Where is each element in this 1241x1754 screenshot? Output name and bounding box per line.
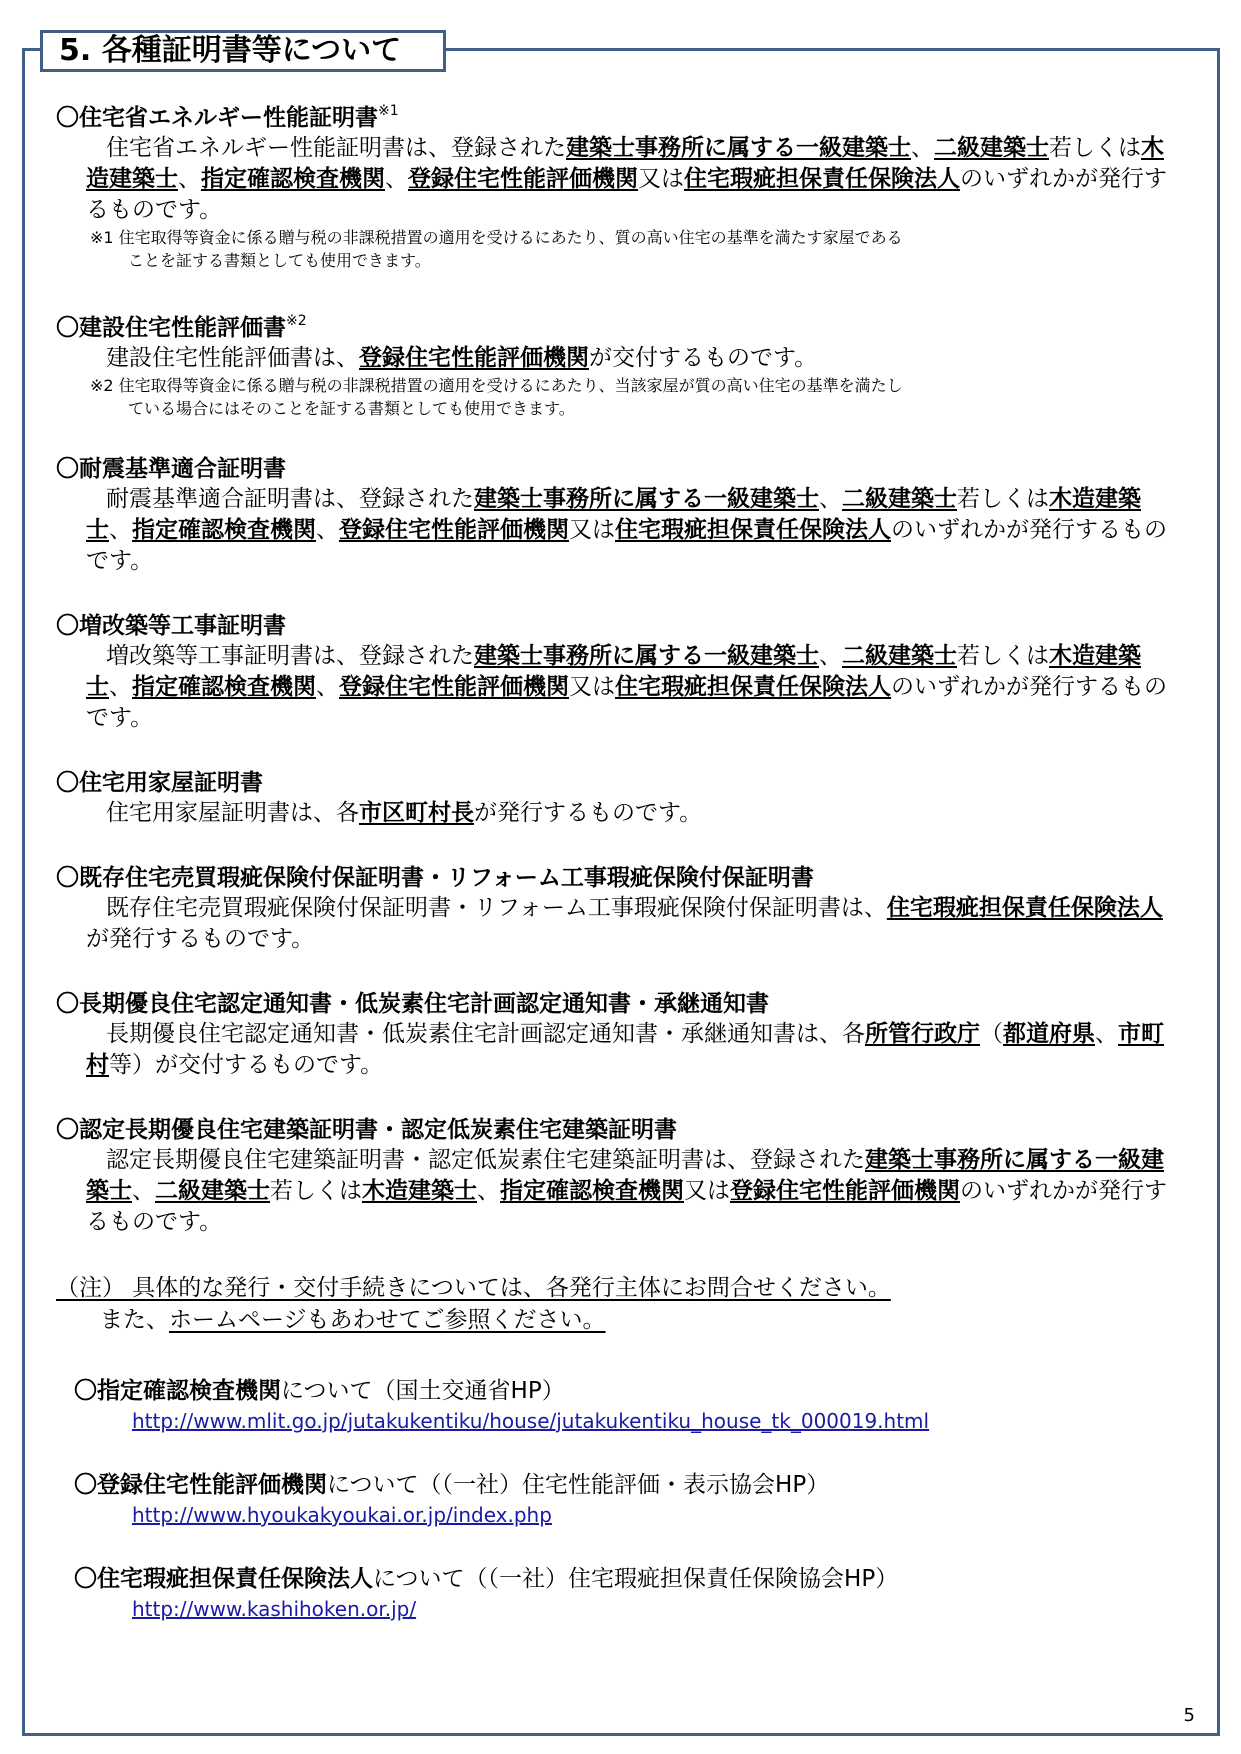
- certificate-item: [56, 863, 1206, 955]
- description-text: 又は: [684, 1178, 730, 1204]
- footnote-text: ※1 住宅取得等資金に係る贈与税の非課税措置の適用を受けるにあたり、質の高い住宅の基準を満たす家屋である: [90, 228, 903, 247]
- issuer-name: 建築士事務所に属する一級建築士: [86, 1147, 1164, 1204]
- footnote-mark: ※1: [378, 103, 399, 119]
- description-text: 、: [132, 1178, 155, 1204]
- content: [56, 96, 1206, 1658]
- description-text: 既存住宅売買瑕疵保険付保証明書・リフォーム工事瑕疵保険付保証明書は、: [106, 895, 887, 921]
- description-text: 、: [819, 643, 842, 669]
- description-text: 若しくは: [1049, 135, 1141, 161]
- footnote-mark: ※2: [286, 313, 307, 329]
- issuer-name: 木造建築士: [86, 486, 1141, 543]
- issuer-name: 登録住宅性能評価機関: [359, 345, 589, 371]
- description-text: 住宅用家屋証明書は、各: [106, 800, 359, 826]
- description-text: 、: [109, 674, 132, 700]
- issuer-name: 登録住宅性能評価機関: [730, 1178, 960, 1204]
- issuer-name: 指定確認検査機関: [132, 674, 316, 700]
- description-text: のいずれかが発行するものです。: [86, 1178, 1167, 1235]
- issuer-name: 建築士事務所に属する一級建築士: [566, 135, 911, 161]
- certificate-list: [56, 96, 1206, 1238]
- certificate-description: [56, 798, 1171, 829]
- description-text: 、: [911, 135, 934, 161]
- description-text: 、: [178, 166, 201, 192]
- issuer-name: 住宅瑕疵担保責任保険法人: [615, 674, 891, 700]
- description-text: 増改築等工事証明書は、登録された: [106, 643, 474, 669]
- description-text: 長期優良住宅認定通知書・低炭素住宅計画認定通知書・承継通知書は、各: [106, 1021, 865, 1047]
- certificate-description: [56, 133, 1171, 226]
- issuer-name: 住宅瑕疵担保責任保険法人: [615, 517, 891, 543]
- description-text: （: [980, 1021, 1003, 1047]
- description-text: が発行するものです。: [86, 926, 315, 952]
- description-text: 等）が交付するものです。: [109, 1052, 384, 1078]
- organization-name: 指定確認検査機関: [97, 1378, 281, 1404]
- issuer-name: 二級建築士: [155, 1178, 270, 1204]
- description-text: 若しくは: [270, 1178, 362, 1204]
- certificate-title-text: 〇耐震基準適合証明書: [56, 456, 286, 482]
- page-number: 5: [1183, 1705, 1195, 1726]
- circle-marker: 〇: [74, 1472, 97, 1498]
- issuer-name: 所管行政庁: [865, 1021, 980, 1047]
- reference-link-item: [74, 1376, 1206, 1436]
- description-text: 、: [477, 1178, 500, 1204]
- issuer-name: 市町村: [86, 1021, 1164, 1078]
- issuer-name: 指定確認検査機関: [201, 166, 385, 192]
- certificate-title: [56, 611, 1206, 641]
- certificate-description: [56, 1019, 1171, 1081]
- certificate-description: [56, 484, 1171, 577]
- issuer-name: 指定確認検査機関: [132, 517, 316, 543]
- description-text: 認定長期優良住宅建築証明書・認定低炭素住宅建築証明書は、登録された: [106, 1147, 865, 1173]
- circle-marker: 〇: [74, 1566, 97, 1592]
- reference-link-item: [74, 1470, 1206, 1530]
- certificate-description: [56, 641, 1171, 734]
- description-text: 又は: [569, 517, 615, 543]
- certificate-title-text: 〇既存住宅売買瑕疵保険付保証明書・リフォーム工事瑕疵保険付保証明書: [56, 865, 814, 891]
- description-text: 住宅省エネルギー性能証明書は、登録された: [106, 135, 566, 161]
- certificate-item: [56, 989, 1206, 1081]
- certificate-title: [56, 989, 1206, 1019]
- issuer-name: 建築士事務所に属する一級建築士: [474, 486, 819, 512]
- reference-url-link[interactable]: http://www.kashihoken.or.jp/: [132, 1597, 417, 1621]
- reference-link-title: [74, 1564, 1206, 1594]
- notice-line-1: （注） 具体的な発行・交付手続きについては、各発行主体にお問合せください。: [56, 1275, 891, 1301]
- notice: [56, 1272, 1206, 1336]
- certificate-title: [56, 306, 1206, 343]
- organization-name: 登録住宅性能評価機関: [97, 1472, 327, 1498]
- description-text: 又は: [569, 674, 615, 700]
- issuer-name: 木造建築士: [362, 1178, 477, 1204]
- notice-line-2-underlined: ホームページもあわせてご参照ください。: [169, 1307, 606, 1333]
- description-text: 又は: [638, 166, 684, 192]
- description-text: 、: [1095, 1021, 1118, 1047]
- organization-name: 住宅瑕疵担保責任保険法人: [97, 1566, 373, 1592]
- footnote-text: ※2 住宅取得等資金に係る贈与税の非課税措置の適用を受けるにあたり、当該家屋が質の高い住宅の基準を満たし: [90, 376, 903, 395]
- certificate-description: [56, 893, 1171, 955]
- certificate-description: [56, 343, 1171, 374]
- reference-link-title: [74, 1376, 1206, 1406]
- certificate-item: [56, 768, 1206, 829]
- reference-links: [56, 1376, 1206, 1624]
- issuer-name: 都道府県: [1003, 1021, 1095, 1047]
- reference-source: について（（一社）住宅瑕疵担保責任保険協会HP）: [373, 1566, 899, 1592]
- reference-url-link[interactable]: http://www.hyoukakyoukai.or.jp/index.php: [132, 1503, 552, 1527]
- issuer-name: 住宅瑕疵担保責任保険法人: [684, 166, 960, 192]
- notice-line-2-prefix: また、: [100, 1307, 169, 1333]
- description-text: が交付するものです。: [589, 345, 818, 371]
- issuer-name: 二級建築士: [934, 135, 1049, 161]
- certificate-title-text: 〇住宅用家屋証明書: [56, 770, 263, 796]
- description-text: 若しくは: [957, 486, 1049, 512]
- footnote-text-continued: ている場合にはそのことを証する書類としても使用できます。: [128, 399, 575, 418]
- description-text: が発行するものです。: [474, 800, 703, 826]
- certificate-title-text: 〇住宅省エネルギー性能証明書: [56, 105, 378, 131]
- issuer-name: 木造建築士: [86, 135, 1164, 192]
- reference-url-link[interactable]: http://www.mlit.go.jp/jutakukentiku/house/jutakukentiku_house_tk_000019.html: [132, 1409, 930, 1433]
- description-text: のいずれかが発行するものです。: [86, 674, 1167, 731]
- certificate-title-text: 〇建設住宅性能評価書: [56, 315, 286, 341]
- issuer-name: 登録住宅性能評価機関: [408, 166, 638, 192]
- description-text: 耐震基準適合証明書は、登録された: [106, 486, 474, 512]
- description-text: 若しくは: [957, 643, 1049, 669]
- description-text: 建設住宅性能評価書は、: [106, 345, 359, 371]
- certificate-title: [56, 454, 1206, 484]
- description-text: 、: [385, 166, 408, 192]
- certificate-description: [56, 1145, 1171, 1238]
- description-text: のいずれかが発行するものです。: [86, 166, 1167, 223]
- certificate-title-text: 〇長期優良住宅認定通知書・低炭素住宅計画認定通知書・承継通知書: [56, 991, 769, 1017]
- description-text: のいずれかが発行するものです。: [86, 517, 1167, 574]
- certificate-title-text: 〇認定長期優良住宅建築証明書・認定低炭素住宅建築証明書: [56, 1117, 677, 1143]
- description-text: 、: [109, 517, 132, 543]
- certificate-title: [56, 863, 1206, 893]
- issuer-name: 指定確認検査機関: [500, 1178, 684, 1204]
- certificate-item: [56, 96, 1206, 272]
- certificate-title: [56, 1115, 1206, 1145]
- certificate-title: [56, 768, 1206, 798]
- section-title: 5. 各種証明書等について: [40, 30, 446, 72]
- certificate-title-text: 〇増改築等工事証明書: [56, 613, 286, 639]
- issuer-name: 二級建築士: [842, 486, 957, 512]
- issuer-name: 二級建築士: [842, 643, 957, 669]
- reference-source: について（国土交通省HP）: [281, 1378, 565, 1404]
- certificate-title: [56, 96, 1206, 133]
- certificate-item: [56, 454, 1206, 577]
- issuer-name: 登録住宅性能評価機関: [339, 517, 569, 543]
- notice-line-2: [56, 1304, 1206, 1336]
- reference-source: について（（一社）住宅性能評価・表示協会HP）: [327, 1472, 830, 1498]
- issuer-name: 住宅瑕疵担保責任保険法人: [886, 895, 1163, 921]
- description-text: 、: [316, 674, 339, 700]
- reference-link-item: [74, 1564, 1206, 1624]
- circle-marker: 〇: [74, 1378, 97, 1404]
- issuer-name: 木造建築士: [86, 643, 1141, 700]
- certificate-item: [56, 1115, 1206, 1238]
- issuer-name: 登録住宅性能評価機関: [339, 674, 569, 700]
- description-text: 、: [316, 517, 339, 543]
- footnote-text-continued: ことを証する書類としても使用できます。: [128, 251, 431, 270]
- reference-link-title: [74, 1470, 1206, 1500]
- certificate-item: [56, 611, 1206, 734]
- certificate-item: [56, 306, 1206, 420]
- issuer-name: 建築士事務所に属する一級建築士: [474, 643, 819, 669]
- issuer-name: 市区町村長: [359, 800, 474, 826]
- description-text: 、: [819, 486, 842, 512]
